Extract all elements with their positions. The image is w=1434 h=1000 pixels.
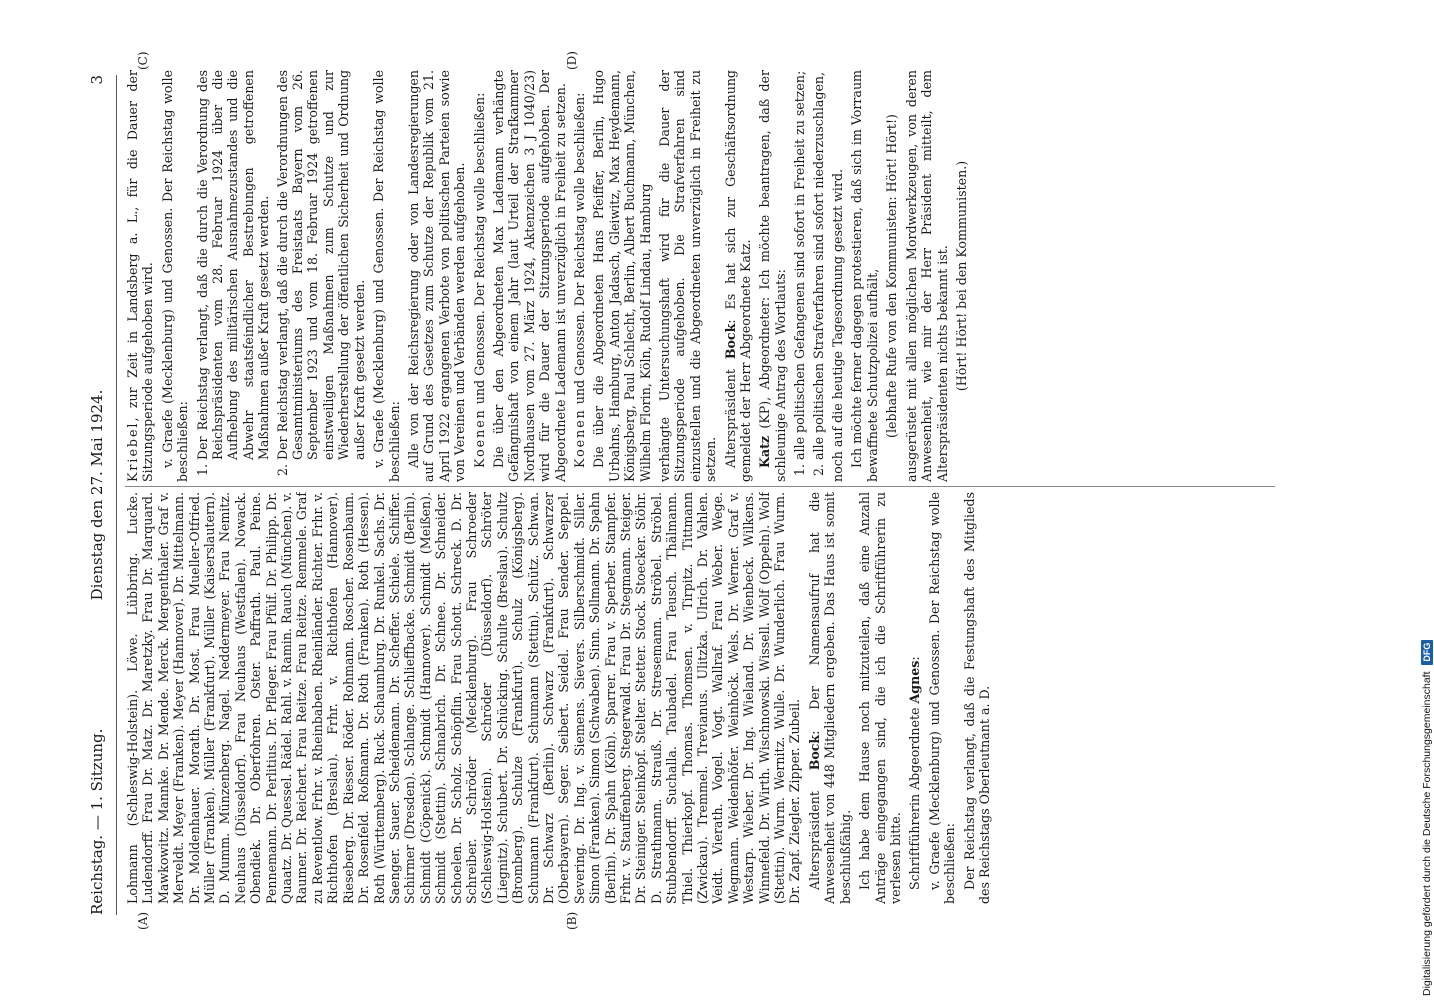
motion-text: Die über den Abgeordneten Max Lademann verhängte Gefängnishaft von einem Jahr (laut Urteil der Strafkammer Nordhausen vom 27. März 1924, Aktenzeichen 3 J 1040/23) wird für die Dauer der Sitzungsperiode aufgehoben. Der Abgeordnete Lademann ist unverzüglich in Freiheit zu setzen.: [490, 70, 568, 482]
president-statement: [723, 70, 754, 482]
motion-text: verhängte Untersuchungshaft wird für die Dauer der Sitzungsperiode aufgehoben. Die Strafverfahren sind einzustellen und die Abgeordneten unverzüglich in Freiheit zu setzen.: [657, 70, 719, 482]
member-list: Lohmann (Schleswig-Holstein). Löwe. Lübbring. Lucke. Ludendorff. Frau Dr. Matz. Dr. Maretzky. Frau Dr. Marquard. Mawkowitz. Mannke. Dr. Mende. Merck. Mergenthaler. Graf v. Merveldt. Meyer (Franken). Meyer (Hannover). Dr. Mittelmann. Dr. Moldenhauer. Morath. Dr. Most. Frau Mueller-Otfried. Müller (Franken). Müller (Frankfurt). Müller (Kaiserslautern). D. Mumm. Münzenberg. Nagel. Neddermeyer. Frau Nemitz. Neuhaus (Düsseldorf). Frau Neuhaus (Westfalen). Nowack. Obendiek. Dr. Oberfohren. Oster. Paffrath. Paul. Peine. Pennemann. Dr. Perlitius. Dr. Pfleger. Frau Pfülf. Dr. Philipp. Dr. Quaatz. Dr. Quessel. Rädel. Rahl. v. Ramin. Rauch (München). v. Raumer. Dr. Reichert. Frau Reitze. Frau Reitze. Remmele. Graf zu Reventlow. Frhr. v. Rheinbaben. Rheinländer. Richter. Frhr. v. Richthofen (Breslau). Frhr. v. Richthofen (Hannover). Rieseberg. Dr. Riesser. Röder. Rohmann. Roscher. Rosenbaum. Dr. Rosenfeld. Roßmann. Dr. Roth (Franken). Roth (Hessen). Roth (Württemberg). Ruck. Schaumburg. Dr. Runkel. Sachs. Dr. Saenger. Sauer. Scheidemann. Dr. Scheffer. Schiele. Schiffer. Schirmer (Dresden). Schlange. Schlieffbacke. Schmidt (Berlin). Schmidt (Cöpenick). Schmidt (Hannover). Schmidt (Meißen). Schmidt (Stettin). Schnabrich. Dr. Schnee. Dr. Schneider. Schoelen. Dr. Scholz. Schöpflin. Frau Schott. Schreck. D. Dr. Schreiber. Schröder (Mecklenburg). Frau Schroeder (Schleswig-Holstein). Schröder (Düsseldorf). Schröter (Liegnitz). Schubert. Dr. Schücking. Schulte (Breslau). Schultz (Bromberg). Schulze (Frankfurt). Schulz (Königsberg). Schumann (Frankfurt). Schumann (Stettin). Schütz. Schwan. Dr. Schwarz (Berlin). Schwarz (Frankfurt). Schwarzer (Oberbayern). Seger. Seibert. Seidel. Frau Sender. Seppel. Severing. Dr. Ing. v. Siemens. Sievers. Silberschmidt. Siller. Simon (Franken). Simon (Schwaben). Sinn. Sollmann. Dr. Spahn (Berlin). Dr. Spahn (Köln). Sparrer. Frau v. Sperber. Stampfer. Frhr. v. Stauffenberg. Stegerwald. Frau Dr. Stegmann. Steiger. Dr. Steiniger. Steinkopf. Stelter. Stetter. Stock. Stoecker. Stöhr. D. Strathmann. Strauß. Dr. Stresemann. Ströbel. Ströbel. Stubbendorff. Suchalla. Taubadel. Frau Teusch. Thälmann. Thiel. Thierkopf. Thomas. Thomsen. v. Tirpitz. Tittmann (Zwickau). Tremmel. Trevianus. Ulitzka. Ulrich. Dr. Vahlen. Veidt. Vierath. Vogel. Vogt. Wallraf. Frau Weber. Wege. Wegmann. Weidenhöfer. Weinhöck. Wels. Dr. Werner. Graf v. Westarp. Wieber. Dr. Ing. Wieland. Dr. Wienbeck. Wilkens. Winnefeld. Dr. Wirth. Wischnowski. Wissell. Wolf (Oppeln). Wolf (Stettin). Wurm. Wernitz. Wulle. Dr. Wunderlich. Frau Wurm. Dr. Zapf. Ziegler. Zipper. Zubeil.: [125, 492, 803, 904]
running-head-left: Reichstag. — 1. Sitzung.: [88, 728, 106, 915]
motion-text: , zur Zeit in Landsberg a. L., für die Dauer der Sitzungsperiode aufgehoben wird.: [125, 70, 156, 482]
right-column: [125, 70, 1315, 482]
speaker-role: Alterspräsident: [722, 369, 738, 468]
motion-heading: v. Graefe (Mecklenburg) und Genossen. Der Reichstag wolle beschließen:: [926, 492, 958, 904]
speaker-name: Agnes: [907, 660, 923, 704]
announcement: Ich habe dem Hause noch mitzuteilen, daß eine Anzahl Anträge eingegangen sind, die ich die Schriftführerin zu verlesen bitte.: [857, 492, 903, 904]
motion-text-cont: [125, 70, 156, 482]
person-name: Kriebel: [125, 421, 140, 482]
statement-text: ausgerüstet mit allen möglichen Mordwerkzeugen, von deren Anwesenheit, wie mir der Herr Präsident mitteilt, dem Alterspräsidenten nichts bekannt ist.: [903, 70, 950, 482]
speaker-name: Bock: [806, 734, 822, 771]
motion-text: Die über die Abgeordneten Hans Pfeiffer, Berlin, Hugo Urbahns, Hamburg, Anton Jadasch, Gleiwitz, Max Heydemann, Königsberg, Paul Schlecht, Berlin, Albert Buchmann, München, Wilhelm Florin, Köln, Rudolf Lindau, Hamburg: [591, 70, 653, 482]
funding-notice: [1416, 4, 1434, 996]
margin-marker-a: (A): [136, 911, 150, 930]
motion-list-2: [792, 70, 826, 482]
motion-heading: v. Graefe (Mecklenburg) und Genossen. Der Reichstag wolle beschließen:: [159, 70, 191, 482]
dfg-logo: DFG: [1421, 640, 1433, 665]
list-item: 1. Der Reichstag verlangt, daß die durch die Verordnung des Reichspräsidenten vom 28. Februar 1924 über die Aufhebung des militärischen Ausnahmezustandes und die Abwehr staatsfeindlicher Bestrebungen getroffenen Maßnahmen außer Kraft gesetzt werden.: [195, 70, 272, 460]
interjection: (Hört! Hört! bei den Kommunisten.): [953, 160, 969, 392]
statement-text: (KP), Abgeordneter: Ich möchte beantragen, daß der schleunige Antrag des Wortlauts:: [757, 70, 788, 482]
speaker-role: Schriftführerin Abgeordnete: [907, 707, 923, 890]
running-head: [88, 75, 114, 915]
list-item: 1. alle politischen Gefangenen sind sofort in Freiheit zu setzen;: [792, 70, 807, 460]
left-column: [125, 492, 1315, 904]
margin-marker-b: (B): [565, 911, 579, 930]
statement-text: : Es hat sich zur Geschäftsordnung gemeldet der Herr Abgeordnete Katz.: [722, 70, 754, 482]
motion-list-1: [195, 70, 367, 482]
motion-text: Der Reichstag verlangt, daß die Festungshaft des Mitglieds des Reichstags Oberleutnant a. D.: [961, 492, 992, 904]
speaker-name: Katz: [757, 435, 773, 468]
page-number: 3: [88, 75, 106, 85]
motion-heading: [472, 70, 487, 482]
colon: :: [907, 656, 923, 661]
speaker-statement: [757, 70, 788, 482]
speaker-name: Bock: [722, 323, 738, 360]
list-item: 2. Der Reichstag verlangt, daß die durch die Verordnungen des Gesamtministeriums des Freistaats Bayern vom 26. September 1923 und vom 18. Februar 1924 getroffenen einstweiligen Maßnahmen zum Schutze und zur Wiederherstellung der öffentlichen Sicherheit und Ordnung außer Kraft gesetzt werden.: [275, 70, 367, 460]
running-head-date: Dienstag den 27. Mai 1924.: [88, 389, 106, 601]
statement-text: noch auf die heutige Tagesordnung gesetzt wird.: [830, 168, 846, 482]
funding-notice-text: [1416, 4, 1434, 996]
interjection: (lebhafte Rufe von den Kommunisten: Hört! Hört!): [884, 114, 900, 438]
funding-text: Digitalisierung gefördert durch die Deutsche Forschungsgemeinschaft: [1421, 671, 1433, 996]
header-rule: [116, 75, 117, 915]
motion-heading: [572, 70, 587, 482]
motion-text: Alle von der Reichsregierung oder von Landesregierungen auf Grund des Gesetzes zum Schutze der Republik vom 21. April 1922 ergangenen Verbote von politischen Parteien sowie von Vereinen und Verbänden werden aufgehoben.: [405, 70, 468, 482]
speaker-role: Alterspräsident: [806, 791, 822, 890]
heading-text: und Genossen. Der Reichstag wolle beschließen:: [471, 92, 487, 409]
margin-marker-c: (C): [136, 51, 150, 70]
statement-text: : Der Namensaufruf hat die Anwesenheit von 448 Mitgliedern ergeben. Das Haus ist somit beschlußfähig.: [806, 492, 853, 904]
list-item: 2. alle politischen Strafverfahren sind sofort niederzuschlagen,: [811, 70, 826, 460]
statement-text: Ich möchte ferner dagegen protestieren, daß sich im Vorraum bewaffnete Schutzpolizei aufhält,: [849, 70, 880, 482]
heading-text: und Genossen. Der Reichstag wolle beschließen:: [571, 92, 587, 409]
president-statement: [807, 492, 853, 904]
secretary-line: [907, 492, 922, 904]
margin-marker-d: (D): [565, 51, 579, 70]
motion-heading: v. Graefe (Mecklenburg) und Genossen. Der Reichstag wolle beschließen:: [371, 70, 402, 482]
person-name: Koenen: [571, 408, 587, 468]
column-divider: [125, 486, 1275, 487]
person-name: Koenen: [471, 408, 487, 468]
